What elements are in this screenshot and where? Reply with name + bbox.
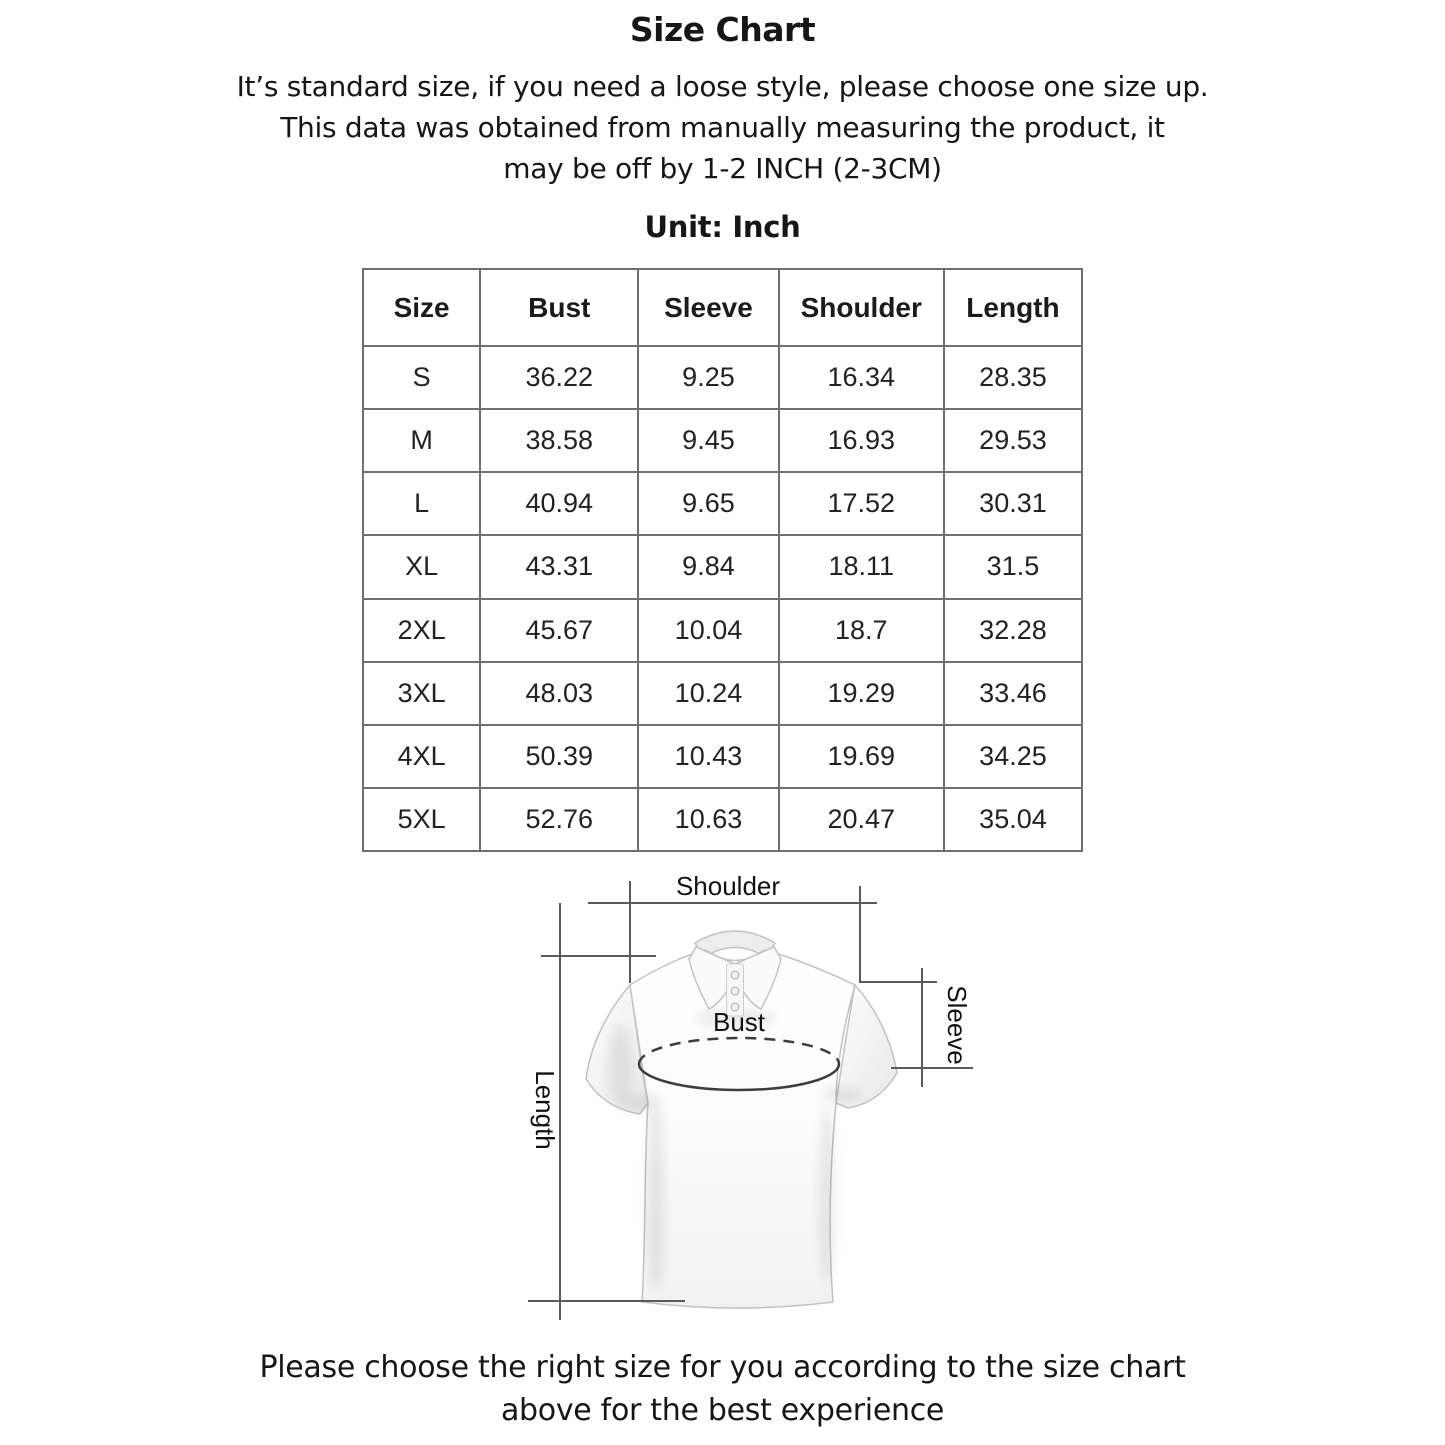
measurement-cell: 43.31 xyxy=(480,535,638,598)
measurement-cell: 38.58 xyxy=(480,409,638,472)
measurement-cell: 34.25 xyxy=(944,725,1082,788)
size-cell: M xyxy=(363,409,480,472)
size-note-line-1: It’s standard size, if you need a loose style, please choose one size up. xyxy=(236,70,1209,103)
size-cell: XL xyxy=(363,535,480,598)
table-row xyxy=(363,535,1082,598)
table-row xyxy=(363,725,1082,788)
column-header: Length xyxy=(944,269,1082,346)
measurement-cell: 32.28 xyxy=(944,599,1082,662)
measurement-cell: 30.31 xyxy=(944,472,1082,535)
table-row xyxy=(363,662,1082,725)
measurement-cell: 28.35 xyxy=(944,346,1082,409)
table-row xyxy=(363,788,1082,851)
polo-shirt-illustration xyxy=(586,931,897,1308)
column-header: Bust xyxy=(480,269,638,346)
size-cell: L xyxy=(363,472,480,535)
length-label: Length xyxy=(530,1070,560,1150)
size-table-body xyxy=(363,346,1082,851)
page-title: Size Chart xyxy=(629,10,816,49)
measurement-diagram xyxy=(470,865,1000,1335)
table-row xyxy=(363,599,1082,662)
measurement-cell: 35.04 xyxy=(944,788,1082,851)
measurement-cell: 9.65 xyxy=(638,472,778,535)
measurement-cell: 19.69 xyxy=(779,725,944,788)
table-row xyxy=(363,472,1082,535)
unit-label: Unit: Inch xyxy=(644,210,801,244)
bust-label: Bust xyxy=(712,1007,766,1037)
measurement-cell: 50.39 xyxy=(480,725,638,788)
measurement-cell: 17.52 xyxy=(779,472,944,535)
measurement-cell: 10.63 xyxy=(638,788,778,851)
footer-note-line-1: Please choose the right size for you according to the size chart xyxy=(259,1350,1186,1385)
measurement-cell: 16.93 xyxy=(779,409,944,472)
measurement-cell: 48.03 xyxy=(480,662,638,725)
measurement-cell: 10.04 xyxy=(638,599,778,662)
measurement-cell: 10.24 xyxy=(638,662,778,725)
measurement-cell: 18.7 xyxy=(779,599,944,662)
size-cell: S xyxy=(363,346,480,409)
size-cell: 3XL xyxy=(363,662,480,725)
measurement-cell: 16.34 xyxy=(779,346,944,409)
size-table-header-row xyxy=(363,269,1082,346)
measurement-cell: 9.84 xyxy=(638,535,778,598)
measurement-cell: 52.76 xyxy=(480,788,638,851)
measurement-cell: 36.22 xyxy=(480,346,638,409)
size-table xyxy=(362,268,1083,852)
size-cell: 2XL xyxy=(363,599,480,662)
measurement-cell: 31.5 xyxy=(944,535,1082,598)
measurement-cell: 29.53 xyxy=(944,409,1082,472)
column-header: Size xyxy=(363,269,480,346)
measurement-cell: 20.47 xyxy=(779,788,944,851)
size-note xyxy=(0,66,1445,189)
measurement-cell: 9.45 xyxy=(638,409,778,472)
measurement-cell: 45.67 xyxy=(480,599,638,662)
sleeve-label: Sleeve xyxy=(942,985,972,1065)
table-row xyxy=(363,409,1082,472)
measurement-cell: 33.46 xyxy=(944,662,1082,725)
footer-note xyxy=(0,1346,1445,1432)
size-note-line-3: may be off by 1-2 INCH (2-3CM) xyxy=(503,152,942,185)
size-note-line-2: This data was obtained from manually measuring the product, it xyxy=(280,111,1165,144)
measurement-cell: 40.94 xyxy=(480,472,638,535)
footer-note-line-2: above for the best experience xyxy=(500,1393,945,1428)
measurement-cell: 9.25 xyxy=(638,346,778,409)
button-icon xyxy=(731,971,739,979)
measurement-cell: 10.43 xyxy=(638,725,778,788)
button-icon xyxy=(731,987,739,995)
size-cell: 5XL xyxy=(363,788,480,851)
table-row xyxy=(363,346,1082,409)
size-cell: 4XL xyxy=(363,725,480,788)
measurement-cell: 19.29 xyxy=(779,662,944,725)
column-header: Shoulder xyxy=(779,269,944,346)
measurement-cell: 18.11 xyxy=(779,535,944,598)
shoulder-label: Shoulder xyxy=(675,871,781,901)
column-header: Sleeve xyxy=(638,269,778,346)
